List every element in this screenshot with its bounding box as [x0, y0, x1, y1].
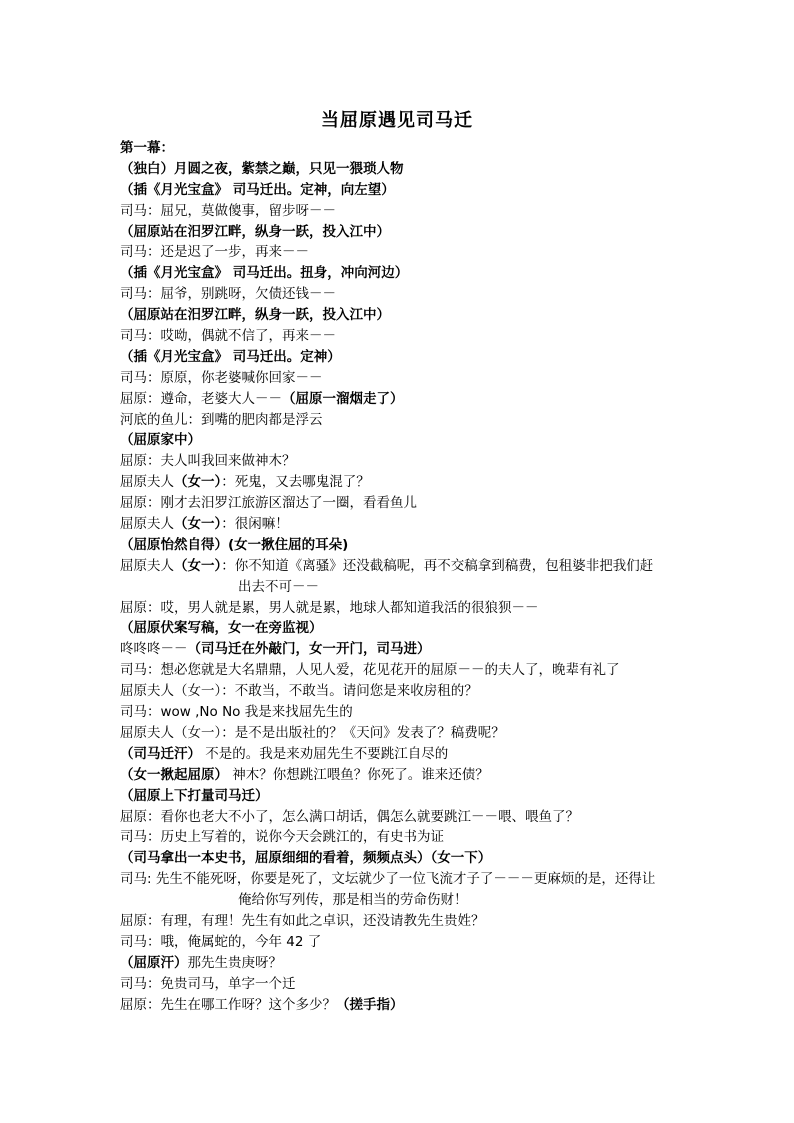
stage-direction: （屈原家中）	[120, 432, 201, 449]
dialogue-text: 出去不可－－	[238, 578, 319, 595]
script-line	[120, 827, 690, 848]
stage-direction: （屈原怡然自得）(女一揪住屈的耳朵)	[120, 536, 349, 553]
script-line	[120, 639, 690, 660]
script-line	[120, 535, 690, 556]
script-line-continuation	[120, 577, 690, 598]
stage-direction: （屈原伏案写稿，女一在旁监视）	[120, 620, 323, 637]
stage-direction: （插《月光宝盒》 司马迁出。扭身，冲向河边）	[120, 265, 409, 282]
script-line-continuation	[120, 890, 690, 911]
script-line	[120, 472, 690, 493]
script-line	[120, 347, 690, 368]
script-line	[120, 974, 690, 995]
dialogue-text: 司马：屈兄，莫做傻事，留步呀－－	[120, 202, 336, 219]
script-line	[120, 514, 690, 535]
dialogue-text: 河底的鱼儿：到嘴的肥肉都是浮云	[120, 411, 323, 428]
dialogue-text: 屈原夫人	[120, 474, 174, 491]
dialogue-text: ：你不知道《离骚》还没截稿呢，再不交稿拿到稿费，包租婆非把我们赶	[221, 557, 654, 574]
stage-direction: （屈原站在汨罗江畔，纵身一跃，投入江中）	[120, 307, 390, 324]
dialogue-text: 屈原：刚才去汨罗江旅游区溜达了一圈，看看鱼儿	[120, 495, 417, 512]
dialogue-text: ：死鬼，又去哪鬼混了？	[221, 474, 370, 491]
script-line	[120, 556, 690, 577]
dialogue-text: 司马：历史上写着的，说你今天会跳江的，有史书为证	[120, 829, 444, 846]
dialogue-text: 屈原：夫人叫我回来做神木？	[120, 453, 296, 470]
script-line	[120, 911, 690, 932]
dialogue-text: 司马：wow ,No No 我是来找屈先生的	[120, 704, 353, 721]
script-line	[120, 180, 690, 201]
script-line	[120, 305, 690, 326]
script-line	[120, 995, 690, 1016]
page-title: 当屈原遇见司马迁	[321, 110, 473, 131]
dialogue-text: 司马：想必您就是大名鼎鼎，人见人爱，花见花开的屈原－－的夫人了，晚辈有礼了	[120, 662, 620, 679]
script-line	[120, 159, 690, 180]
stage-direction: （屈原站在汨罗江畔，纵身一跃，投入江中）	[120, 223, 390, 240]
dialogue-text: 司马: 先生不能死呀，你要是死了，文坛就少了一位飞流才子了－－－更麻烦的是，还得让	[120, 871, 656, 888]
stage-direction: （插《月光宝盒》 司马迁出。定神）	[120, 348, 341, 365]
dialogue-text: 司马：哦，俺属蛇的，今年 42 了	[120, 933, 322, 950]
script-line	[120, 368, 690, 389]
dialogue-text: 司马：还是迟了一步，再来－－	[120, 244, 309, 261]
stage-direction: （司马迁汗）	[120, 745, 201, 762]
dialogue-text: 屈原夫人（女一）：是不是出版社的？《天问》发表了？稿费呢？	[120, 724, 505, 741]
stage-direction: （女一揪起屈原）	[120, 766, 228, 783]
script-line	[120, 430, 690, 451]
dialogue-text: 神木？你想跳江喂鱼？你死了。谁来还债？	[228, 766, 489, 783]
dialogue-text: 屈原夫人（女一）：不敢当，不敢当。请问您是来收房租的？	[120, 683, 478, 700]
stage-direction: （女一）	[174, 516, 222, 533]
dialogue-text: 俺给你写列传，那是相当的劳命伤财！	[238, 892, 468, 909]
script-line	[120, 263, 690, 284]
stage-direction: （司马拿出一本史书，屈原细细的看着，频频点头）（女一下）	[120, 850, 492, 867]
script-line	[120, 138, 690, 159]
script-line	[120, 848, 690, 869]
script-line	[120, 598, 690, 619]
dialogue-text: 屈原：哎，男人就是累，男人就是累，地球人都知道我活的很狼狈－－	[120, 599, 539, 616]
script-line	[120, 410, 690, 431]
stage-direction: （屈原汗）	[120, 954, 188, 971]
dialogue-text: 屈原：遵命，老婆大人－－	[120, 390, 282, 407]
dialogue-text: 司马：原原，你老婆喊你回家－－	[120, 369, 323, 386]
script-line	[120, 326, 690, 347]
script-line	[120, 451, 690, 472]
dialogue-text: 屈原：有理，有理！先生有如此之卓识，还没请教先生贵姓？	[120, 912, 485, 929]
script-line	[120, 765, 690, 786]
script-line	[120, 807, 690, 828]
script-body	[120, 138, 690, 1015]
dialogue-text: 屈原夫人	[120, 557, 174, 574]
stage-direction: （女一）	[174, 474, 222, 491]
dialogue-text: 不是的。我是来劝屈先生不要跳江自尽的	[201, 745, 449, 762]
stage-direction: （独白）月圆之夜，紫禁之巅，只见一猥琐人物	[120, 160, 404, 177]
script-line	[120, 493, 690, 514]
script-line	[120, 681, 690, 702]
script-line	[120, 201, 690, 222]
stage-direction: （司马迁在外敲门，女一开门，司马进）	[187, 641, 431, 658]
script-line	[120, 242, 690, 263]
script-line	[120, 389, 690, 410]
dialogue-text: 司马：免贵司马，单字一个迁	[120, 975, 296, 992]
script-line	[120, 932, 690, 953]
script-line	[120, 869, 690, 890]
script-line	[120, 284, 690, 305]
stage-direction: （女一）	[174, 557, 222, 574]
stage-direction: （搓手指）	[336, 996, 404, 1013]
stage-direction: 第一幕：	[120, 140, 174, 156]
script-line	[120, 660, 690, 681]
script-line	[120, 618, 690, 639]
dialogue-text: 咚咚咚－－	[120, 641, 188, 658]
script-line	[120, 723, 690, 744]
stage-direction: （屈原一溜烟走了）	[282, 390, 404, 407]
dialogue-text: 屈原：先生在哪工作呀？这个多少？	[120, 996, 336, 1013]
stage-direction: （屈原上下打量司马迁）	[120, 787, 269, 804]
dialogue-text: 司马：哎呦，偶就不信了，再来－－	[120, 328, 336, 345]
dialogue-text: 那先生贵庚呀？	[187, 954, 282, 971]
dialogue-text: 司马：屈爷，别跳呀，欠债还钱－－	[120, 286, 336, 303]
script-line	[120, 953, 690, 974]
dialogue-text: ：很闲嘛！	[221, 516, 289, 533]
stage-direction: （插《月光宝盒》 司马迁出。定神，向左望）	[120, 181, 395, 198]
dialogue-text: 屈原：看你也老大不小了，怎么满口胡话，偶怎么就要跳江－－喂、喂鱼了？	[120, 808, 579, 825]
script-line	[120, 702, 690, 723]
script-line	[120, 222, 690, 243]
dialogue-text: 屈原夫人	[120, 516, 174, 533]
script-line	[120, 786, 690, 807]
script-line	[120, 744, 690, 765]
